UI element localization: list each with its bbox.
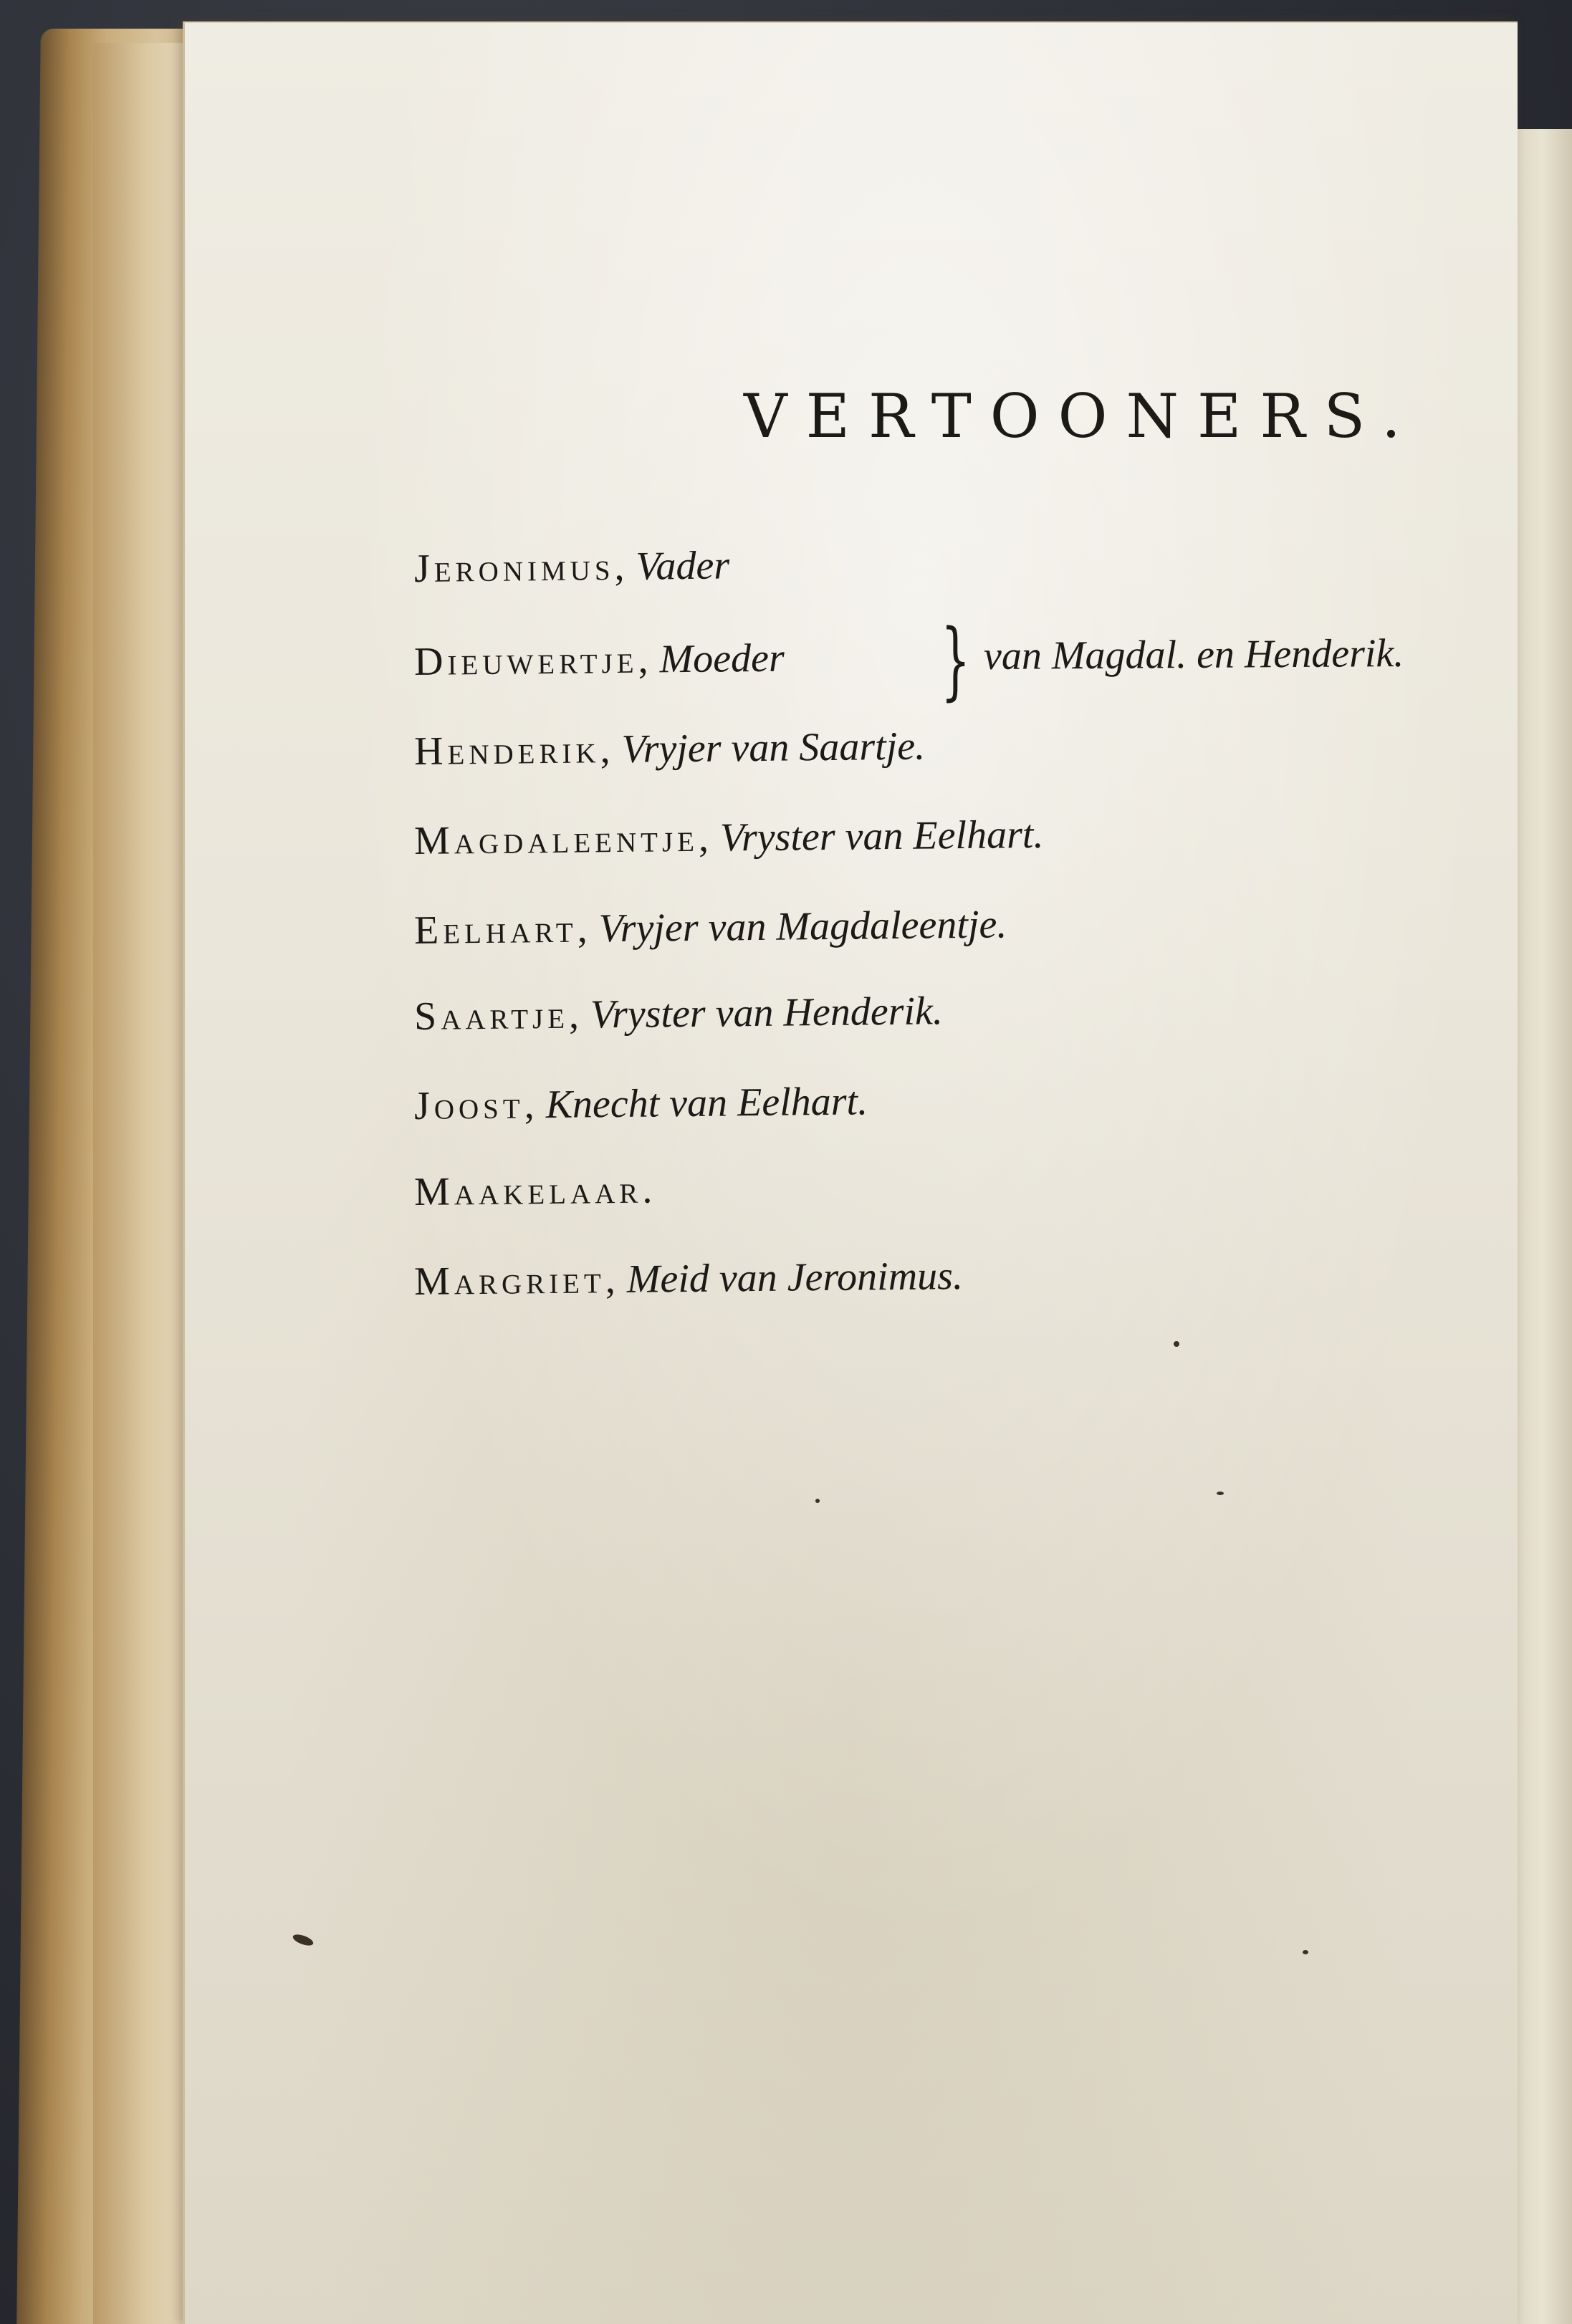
cast-separator: ,	[614, 544, 626, 590]
cast-name: Maakelaar.	[413, 1167, 657, 1214]
cast-line-saartje	[414, 988, 944, 1039]
cast-separator: ,	[577, 906, 589, 951]
paper-speck	[1174, 1341, 1179, 1347]
cast-separator: ,	[698, 815, 711, 860]
cast-line-dieuwertje	[414, 635, 785, 685]
cast-line-margriet	[414, 1253, 964, 1305]
cast-line-maakelaar	[414, 1166, 657, 1215]
cast-role: Vryster van Henderik.	[590, 989, 944, 1037]
cast-role: Vryjer van Magdaleentje.	[598, 902, 1007, 951]
shared-role-text: van Magdal. en Henderik.	[983, 630, 1404, 679]
cast-separator: ,	[605, 1257, 618, 1302]
cast-role: Knecht van Eelhart.	[545, 1079, 868, 1128]
cast-name: Magdaleentje	[413, 815, 699, 863]
cast-name: Henderik	[413, 727, 600, 774]
page-title: VERTOONERS.	[744, 381, 1419, 451]
paper-speck	[815, 1499, 820, 1503]
paper-speck	[1303, 1950, 1308, 1954]
cast-name: Dieuwertje	[413, 637, 638, 684]
book-page	[183, 21, 1518, 2324]
cast-name: Saartje	[413, 992, 570, 1039]
cast-line-jeronimus	[414, 542, 730, 592]
cast-role: Vader	[636, 543, 730, 589]
cast-role: Moeder	[659, 635, 785, 682]
paper-speck	[1217, 1492, 1224, 1495]
curly-brace: }	[941, 610, 971, 709]
cast-line-magdaleentje	[414, 812, 1044, 864]
cast-name: Joost	[413, 1082, 524, 1128]
cast-role: Vryster van Eelhart.	[719, 812, 1044, 860]
cast-role: Meid van Jeronimus.	[626, 1253, 964, 1302]
cast-line-henderik	[414, 724, 926, 774]
cast-separator: ,	[638, 637, 650, 682]
cast-name: Jeronimus	[413, 544, 615, 591]
cast-separator: ,	[568, 992, 581, 1037]
cast-line-joost	[414, 1078, 868, 1129]
cast-name: Margriet	[413, 1257, 606, 1304]
paper-speck	[292, 1932, 315, 1948]
cast-name: Eelhart	[413, 906, 577, 953]
cast-line-eelhart	[414, 901, 1007, 954]
cast-separator: ,	[600, 727, 612, 772]
cast-role: Vryjer van Saartje.	[621, 724, 926, 772]
cast-separator: ,	[524, 1082, 536, 1128]
